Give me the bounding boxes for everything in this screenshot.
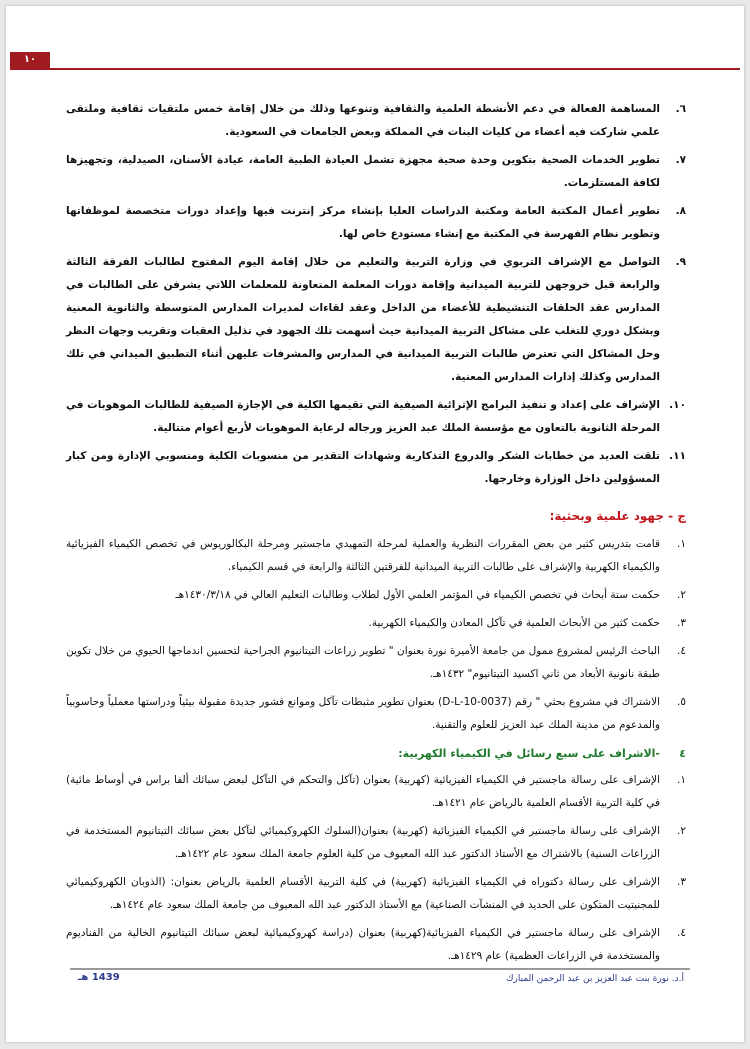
list-item-text: الإشراف على رسالة ماجستير في الكيمياء الفيزيائية (كهربية) بعنوان(السلوك الكهروكيميائي لتآكل بعض سبائك التيتانيوم المستخدمة في الزراعات السنية) بالاشتراك مع الأستاذ الدكتور عبد الله المعيوف من كلية العلوم جامعة الملك سعود عام ١٤٢٢هـ.	[66, 825, 660, 860]
list-item	[66, 149, 686, 195]
list-item-number: ١.	[677, 538, 686, 550]
list-item-number: ٥.	[677, 696, 686, 708]
list-item	[66, 200, 686, 246]
list-item	[66, 820, 686, 866]
footer-year: 1439 هـ	[78, 972, 120, 983]
section-c-heading: ج - جهود علمية وبحثية:	[549, 509, 686, 523]
list-item	[66, 691, 686, 737]
list-item-number: ٣.	[677, 876, 686, 888]
header-rule	[10, 68, 740, 70]
list-item-text: حكمت ستة أبحاث في تخصص الكيمياء في المؤتمر العلمي الأول لطلاب وطالبات التعليم العالي في ١٤٣٠/٣/١٨هـ	[175, 589, 660, 601]
supervision-list	[66, 769, 686, 968]
list-item-text: الإشراف على إعداد و تنفيذ البرامج الإثرائية الصيفية التي تقيمها الكلية في الإجازة الصيفية للطالبات الموهوبات في المرحلة الثانوية بالتعاون مع مؤسسة الملك عبد العزيز ورجاله لرعاية الموهوبات لأربع أعوام متتالية.	[66, 399, 660, 434]
list-item	[66, 394, 686, 440]
list-item-number: ٢.	[677, 589, 686, 601]
page-number-badge: ١٠	[10, 52, 50, 68]
list-item-number: ٦.	[675, 103, 686, 115]
list-item	[66, 640, 686, 686]
list-item-number: ٤.	[677, 927, 686, 939]
list-item-text: الباحث الرئيس لمشروع ممول من جامعة الأميرة نورة بعنوان " تطوير زراعات التيتانيوم الجراحية لتحسين اندماجها الحيوي من خلال تكوين طبقة نانونية الأبعاد من ثاني اكسيد التيتانيوم" ١٤٣٢هـ.	[66, 645, 660, 680]
list-item	[66, 445, 686, 491]
footer-rule	[70, 968, 690, 970]
list-item-text: الإشراف على رسالة ماجستير في الكيمياء الفيزيائية(كهربية) بعنوان (دراسة كهروكيميائية لبعض سبائك التيتانيوم الخالية من الفناديوم والمستخدمة في الزراعات العظمية) عام ١٤٢٩هـ.	[66, 927, 660, 962]
list-item-text: تطوير الخدمات الصحية بتكوين وحدة صحية مجهزة تشمل العيادة الطبية العامة، عيادة الأسنان، الصيدلية، وتجهيزها لكافة المستلزمات.	[66, 154, 660, 189]
achievements-list	[66, 98, 686, 491]
list-item	[66, 922, 686, 968]
list-item-number: ٩.	[675, 256, 686, 268]
list-item-text: حكمت كثير من الأبحاث العلمية في تآكل المعادن والكيمياء الكهربية.	[368, 617, 660, 629]
page-content	[66, 98, 686, 973]
list-item-number: ١٠.	[669, 399, 686, 411]
research-efforts-list	[66, 533, 686, 737]
list-item-number: ٢.	[677, 825, 686, 837]
list-item	[66, 98, 686, 144]
list-item-text: المساهمة الفعالة في دعم الأنشطة العلمية والثقافية وتنوعها وذلك من خلال إقامة خمس ملتقيات ثقافية وملتقى علمي شاركت فيه أعضاء من كليات البنات في المملكة وبعض الجامعات في السعودية.	[66, 103, 660, 138]
list-item	[66, 251, 686, 389]
list-item-number: ٨.	[675, 205, 686, 217]
list-item-number: ١١.	[669, 450, 686, 462]
list-item	[66, 769, 686, 815]
list-item-text: تطوير أعمال المكتبة العامة ومكتبة الدراسات العليا بإنشاء مركز إنترنت فيها وإعداد دورات متخصصة لموظفاتها وتطوير نظام الفهرسة في المكتبة مع إنشاء مستودع خاص لها.	[66, 205, 660, 240]
list-item-number: ١.	[677, 774, 686, 786]
section-d-heading-number: ٤	[679, 747, 686, 760]
list-item-text: التواصل مع الإشراف التربوي في وزارة التربية والتعليم من خلال إقامة اليوم المفتوح لطالبات الفرقة الثالثة والرابعة قبل خروجهن للتربية الميدانية وإقامة دورات المعلمة المتعاونة للمعلمات اللاتي يشرفن على الطالبات في المدارس عقد الحلقات التنشيطية للأعضاء من الداخل وعقد لقاءات لمديرات المدارس المتوسطة والثانوية المعنية وبشكل دوري للتغلب على مشاكل التربية الميدانية حيث أسهمت تلك الجهود في تذليل العقبات وتقريب وجهات النظر وحل المشاكل التي تعترض طالبات التربية الميدانية في المدارس والمشرفات عليهن أثناء التطبيق الميداني في تلك المدارس وكذلك إدارات المدارس المعنية.	[66, 256, 660, 383]
list-item-text: قامت بتدريس كثير من بعض المقررات النظرية والعملية لمرحلة التمهيدي ماجستير ومرحلة البكالوريوس في تخصص الكيمياء الفيزيائية والكيمياء الكهربية والإشراف على طالبات التربية الميدانية للفرقتين الثالثة والرابعة في قسم الكيمياء.	[66, 538, 660, 573]
list-item-text: الإشراف على رسالة دكتوراه في الكيمياء الفيزيائية (كهربية) في كلية التربية الأقسام العلمية بالرياض بعنوان: (الذوبان الكهروكيميائي للمجنيتيت المتكون على الحديد في المنشآت الصناعية) مع الأستاذ الدكتور عبد الله المعيوف من جامعة الملك سعود عام ١٤٢٤هـ.	[66, 876, 660, 911]
list-item-text: تلقت العديد من خطابات الشكر والدروع التذكارية وشهادات التقدير من منسوبات الكلية ومنسوبي الإدارة ومن كبار المسؤولين داخل الوزارة وخارجها.	[66, 450, 660, 485]
document-page	[6, 6, 744, 1042]
list-item	[66, 871, 686, 917]
section-d-heading-text: -الاشراف على سبع رسائل في الكيمياء الكهربية:	[398, 747, 660, 760]
list-item	[66, 612, 686, 635]
footer-author: أ.د. نورة بنت عبد العزيز بن عبد الرحمن المبارك	[506, 974, 684, 984]
list-item-number: ٧.	[675, 154, 686, 166]
list-item-number: ٣.	[677, 617, 686, 629]
section-d-heading	[66, 743, 686, 765]
list-item	[66, 533, 686, 579]
list-item-number: ٤.	[677, 645, 686, 657]
list-item	[66, 584, 686, 607]
list-item-text: الاشتراك في مشروع بحثي " رقم (D-L-10-0037) بعنوان تطوير مثبطات تآكل وموانع قشور جديدة مقبولة بيئياً ودراستها معملياً وحاسوبياً والمدعوم من مدينة الملك عبد العزيز للعلوم والتقنية.	[66, 696, 660, 731]
list-item-text: الإشراف على رسالة ماجستير في الكيمياء الفيزيائية (كهربية) بعنوان (تآكل والتحكم في التآكل لبعض سبائك ألفا براس في أوساط مائية) في كلية التربية الأقسام العلمية بالرياض عام ١٤٢١هـ.	[66, 774, 660, 809]
